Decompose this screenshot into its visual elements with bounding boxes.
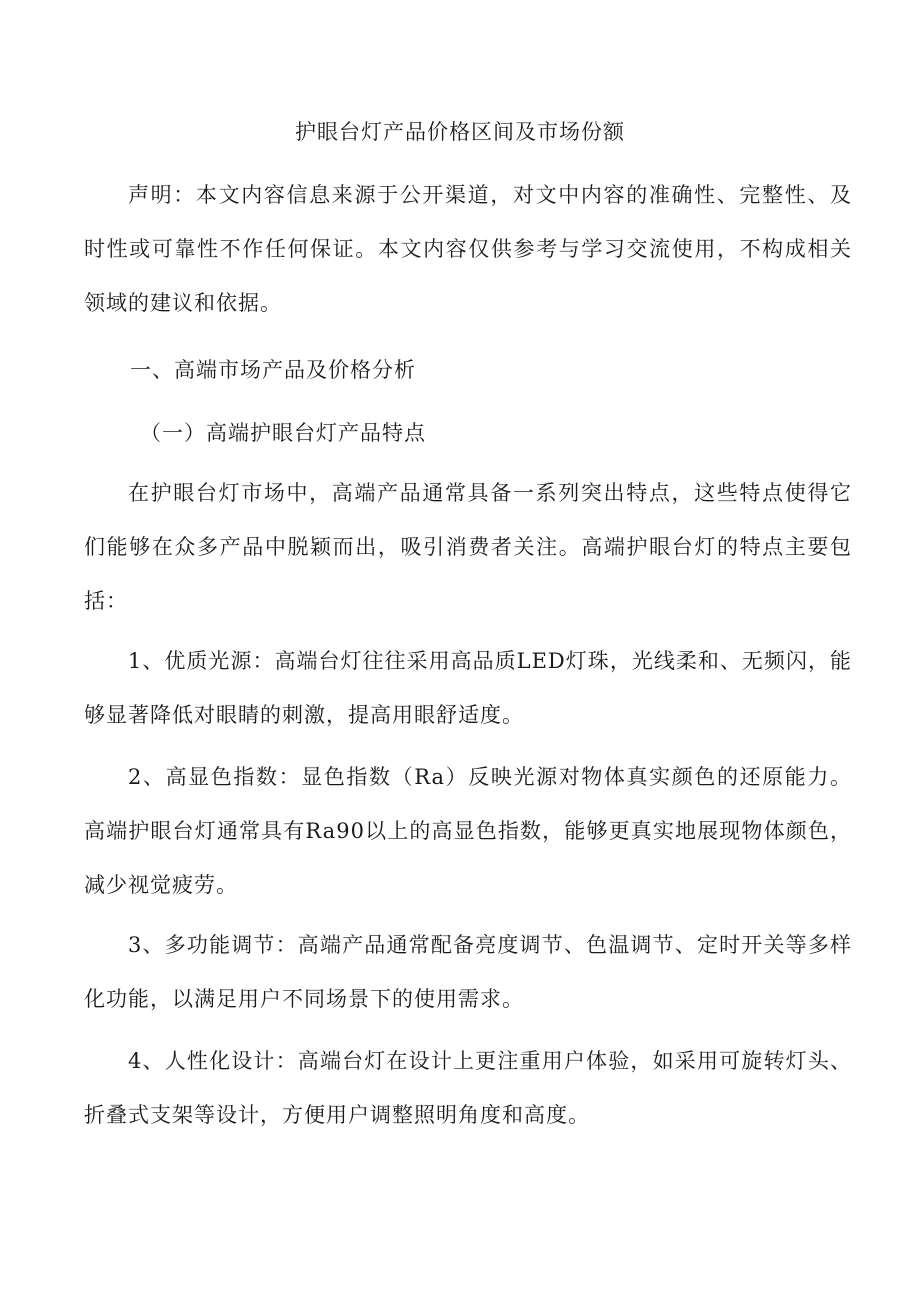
point-1-paragraph: 1、优质光源：高端台灯往往采用高品质LED灯珠，光线柔和、无频闪，能够显著降低对眼睛的刺激，提高用眼舒适度。 <box>84 649 852 727</box>
point-4-paragraph: 4、人性化设计：高端台灯在设计上更注重用户体验，如采用可旋转灯头、折叠式支架等设计，方便用户调整照明角度和高度。 <box>84 1049 852 1127</box>
intro-paragraph: 在护眼台灯市场中，高端产品通常具备一系列突出特点，这些特点使得它们能够在众多产品中脱颖而出，吸引消费者关注。高端护眼台灯的特点主要包括： <box>84 481 852 613</box>
subsection-heading: （一）高端护眼台灯产品特点 <box>140 421 426 445</box>
point-2-paragraph: 2、高显色指数：显色指数（Ra）反映光源对物体真实颜色的还原能力。高端护眼台灯通常具有Ra90以上的高显色指数，能够更真实地展现物体颜色，减少视觉疲劳。 <box>84 765 852 897</box>
document-title: 护眼台灯产品价格区间及市场份额 <box>295 120 625 144</box>
disclaimer-paragraph: 声明：本文内容信息来源于公开渠道，对文中内容的准确性、完整性、及时性或可靠性不作任何保证。本文内容仅供参考与学习交流使用，不构成相关领域的建议和依据。 <box>84 183 852 315</box>
point-3-paragraph: 3、多功能调节：高端产品通常配备亮度调节、色温调节、定时开关等多样化功能，以满足用户不同场景下的使用需求。 <box>84 933 852 1011</box>
section-heading: 一、高端市场产品及价格分析 <box>130 358 416 382</box>
